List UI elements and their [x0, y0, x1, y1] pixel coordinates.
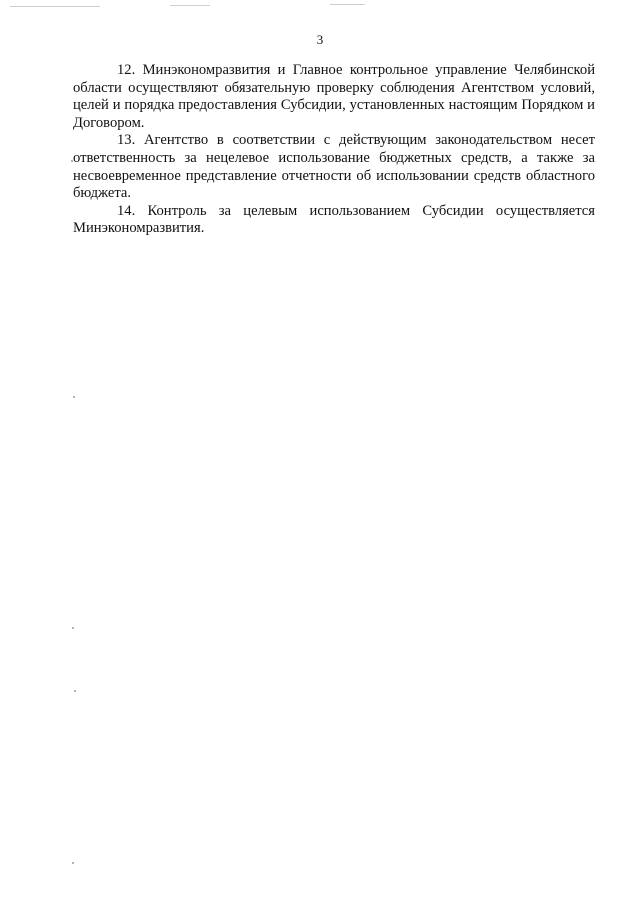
scan-speck	[73, 396, 75, 398]
scan-speck	[74, 690, 76, 692]
paragraph-12: 12. Минэкономразвития и Главное контрольное управление Челябинской области осуществляют обязательную проверку соблюдения Агентством условий, целей и порядка предоставления Субсидии, установленных настоящим Порядком и Договором.	[73, 62, 595, 131]
page-number: 3	[316, 32, 324, 47]
paragraph-14: 14. Контроль за целевым использованием Субсидии осуществляется Минэкономразвития.	[73, 202, 595, 237]
scan-artifact-top-left	[10, 6, 100, 7]
scan-speck	[72, 627, 74, 629]
scan-artifact-top-mid	[170, 5, 210, 6]
scan-artifact-top-right	[330, 4, 365, 5]
scan-speck	[72, 862, 74, 864]
scan-speck	[71, 160, 73, 162]
paragraph-13: 13. Агентство в соответствии с действующим законодательством несет ответственность за нецелевое использование бюджетных средств, а также за несвоевременное представление отчетности об использовании средств областного бюджета.	[73, 132, 595, 202]
document-body	[73, 62, 595, 238]
